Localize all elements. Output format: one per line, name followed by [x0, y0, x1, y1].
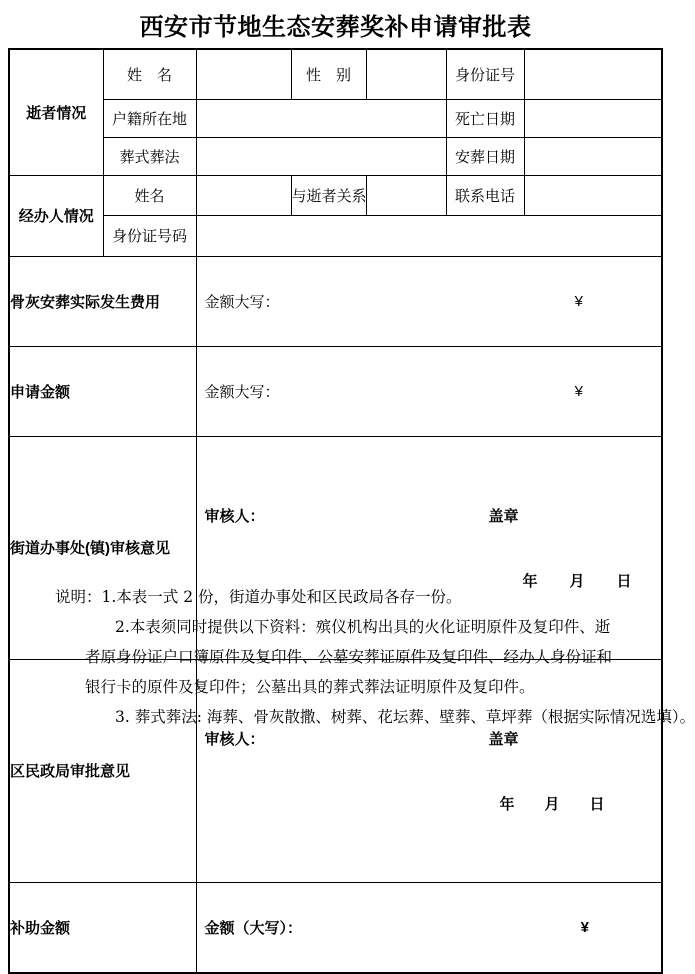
district-reviewer-label: 审核人： — [204, 730, 265, 748]
deceased-gender-value — [366, 49, 446, 99]
note-line-2: 2.本表须同时提供以下资料：殡仪机构出具的火化证明原件及复印件、逝 — [115, 618, 611, 636]
subsidy-currency-symbol: ¥ — [580, 918, 589, 936]
deceased-residence-label: 户籍所在地 — [103, 99, 196, 137]
district-month-label: 月 — [544, 795, 560, 813]
street-stamp-label: 盖章 — [488, 507, 519, 525]
deceased-burial-method-value — [196, 137, 446, 175]
deceased-id-label: 身份证号 — [446, 49, 524, 99]
street-month-label: 月 — [569, 572, 585, 590]
district-year-label: 年 — [499, 795, 515, 813]
deceased-gender-label: 性 别 — [291, 49, 366, 99]
notes-section — [0, 582, 695, 732]
street-day-label: 日 — [616, 572, 632, 590]
street-review-label: 街道办事处(镇)审核意见 — [9, 436, 196, 659]
actual-cost-currency-symbol: ¥ — [574, 292, 583, 310]
subsidy-amount-row — [9, 882, 662, 973]
agent-name-value — [196, 175, 291, 215]
deceased-section-label: 逝者情况 — [9, 49, 103, 175]
agent-phone-label: 联系电话 — [446, 175, 524, 215]
deceased-name-label: 姓 名 — [103, 49, 196, 99]
applied-amount-currency-symbol: ¥ — [574, 382, 583, 400]
district-stamp-label: 盖章 — [488, 730, 519, 748]
deceased-burial-date-value — [524, 137, 662, 175]
agent-relation-label: 与逝者关系 — [291, 175, 366, 215]
subsidy-amount-value-cell — [196, 882, 662, 973]
deceased-burial-date-label: 安葬日期 — [446, 137, 524, 175]
agent-relation-value — [366, 175, 446, 215]
agent-row-1 — [9, 175, 662, 215]
applied-amount-label: 申请金额 — [9, 346, 196, 436]
agent-name-label: 姓名 — [103, 175, 196, 215]
applied-amount-row — [9, 346, 662, 436]
deceased-death-date-value — [524, 99, 662, 137]
agent-row-2 — [9, 215, 662, 256]
applied-amount-amount-label: 金额大写： — [204, 383, 280, 401]
deceased-id-value — [524, 49, 662, 99]
actual-cost-label: 骨灰安葬实际发生费用 — [9, 256, 196, 346]
deceased-row-1 — [9, 49, 662, 99]
deceased-row-2 — [9, 99, 662, 137]
deceased-burial-method-label: 葬式葬法 — [103, 137, 196, 175]
subsidy-amount-amount-label: 金额（大写）： — [204, 919, 303, 937]
note-line-5: 3. 葬式葬法: 海葬、骨灰散撒、树葬、花坛葬、壁葬、草坪葬（根据实际情况选填）。 — [115, 708, 695, 726]
district-day-label: 日 — [589, 795, 605, 813]
actual-cost-value-cell — [196, 256, 662, 346]
actual-cost-amount-label: 金额大写： — [204, 293, 280, 311]
actual-cost-row — [9, 256, 662, 346]
subsidy-amount-label: 补助金额 — [9, 882, 196, 973]
page-title: 西安市节地生态安葬奖补申请审批表 — [139, 14, 532, 41]
street-year-label: 年 — [522, 572, 538, 590]
deceased-name-value — [196, 49, 291, 99]
deceased-residence-value — [196, 99, 446, 137]
district-review-label: 区民政局审批意见 — [9, 659, 196, 882]
note-line-4: 银行卡的原件及复印件；公墓出具的葬式葬法证明原件及复印件。 — [85, 678, 535, 696]
agent-phone-value — [524, 175, 662, 215]
agent-section-label: 经办人情况 — [9, 175, 103, 256]
form-table — [8, 48, 663, 974]
street-reviewer-label: 审核人： — [204, 507, 265, 525]
deceased-row-3 — [9, 137, 662, 175]
note-line-1: 说明：1.本表一式 2 份，街道办事处和区民政局各存一份。 — [55, 588, 462, 606]
deceased-death-date-label: 死亡日期 — [446, 99, 524, 137]
agent-id-value — [196, 215, 662, 256]
note-line-3: 者原身份证户口簿原件及复印件、公墓安葬证原件及复印件、经办人身份证和 — [85, 648, 613, 666]
agent-id-label: 身份证号码 — [103, 215, 196, 256]
applied-amount-value-cell — [196, 346, 662, 436]
